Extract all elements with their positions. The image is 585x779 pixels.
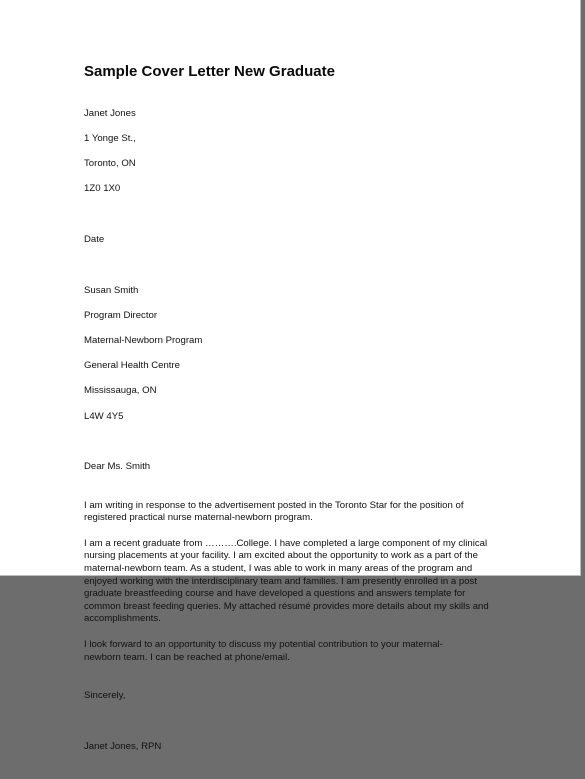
recipient-postal: L4W 4Y5 — [84, 410, 124, 422]
paragraph-line: graduate breastfeeding course and have developed a questions and answers template for — [84, 588, 466, 600]
paragraph-line: common breast feeding queries. My attached résumé provides more details about my skills and — [84, 600, 489, 612]
page-title: Sample Cover Letter New Graduate — [84, 63, 335, 80]
paragraph-line: I look forward to an opportunity to discuss my potential contribution to your maternal- — [84, 638, 443, 650]
sender-address — [84, 95, 524, 208]
signature-block — [84, 728, 524, 766]
paragraph-line: accomplishments. — [84, 613, 161, 625]
paragraph-line: I am writing in response to the advertisement posted in the Toronto Star for the position of — [84, 499, 464, 511]
paragraph-line: registered practical nurse maternal-newborn program. — [84, 512, 313, 524]
paragraph-line: newborn team. I can be reached at phone/email. — [84, 651, 290, 663]
recipient-title: Program Director — [84, 309, 158, 321]
paragraph-line: maternal-newborn team. As a student, I was able to work in many areas of the program and — [84, 563, 473, 574]
paragraph-line: enjoyed working with the interdisciplinary team and families. I am presently enrolled in a post — [84, 575, 478, 587]
paragraph-line: I am a recent graduate from ……….College. I have completed a large component of my clinical — [84, 537, 488, 549]
recipient-name: Susan Smith — [84, 284, 139, 296]
date-line — [84, 221, 524, 259]
closing: Sincerely, — [84, 689, 126, 701]
recipient-program: Maternal-Newborn Program — [84, 335, 203, 347]
recipient-organization: General Health Centre — [84, 360, 180, 372]
sender-postal: 1Z0 1X0 — [84, 183, 121, 195]
paragraph-intro — [84, 500, 524, 525]
paragraph-body — [84, 538, 524, 626]
signature: Janet Jones, RPN — [84, 740, 162, 752]
paragraph-line: nursing placements at your facility. I am excited about the opportunity to work as a part of the — [84, 550, 478, 562]
sender-name: Janet Jones — [84, 107, 136, 119]
closing-block — [84, 677, 524, 715]
recipient-city: Mississauga, ON — [84, 385, 157, 397]
date-label: Date — [84, 233, 105, 245]
salutation-block — [84, 449, 524, 487]
paragraph-closing — [84, 639, 524, 664]
letter-content — [84, 63, 524, 779]
recipient-address — [84, 272, 524, 436]
sender-street: 1 Yonge St., — [84, 132, 136, 144]
salutation: Dear Ms. Smith — [84, 461, 151, 473]
sender-city: Toronto, ON — [84, 157, 136, 169]
